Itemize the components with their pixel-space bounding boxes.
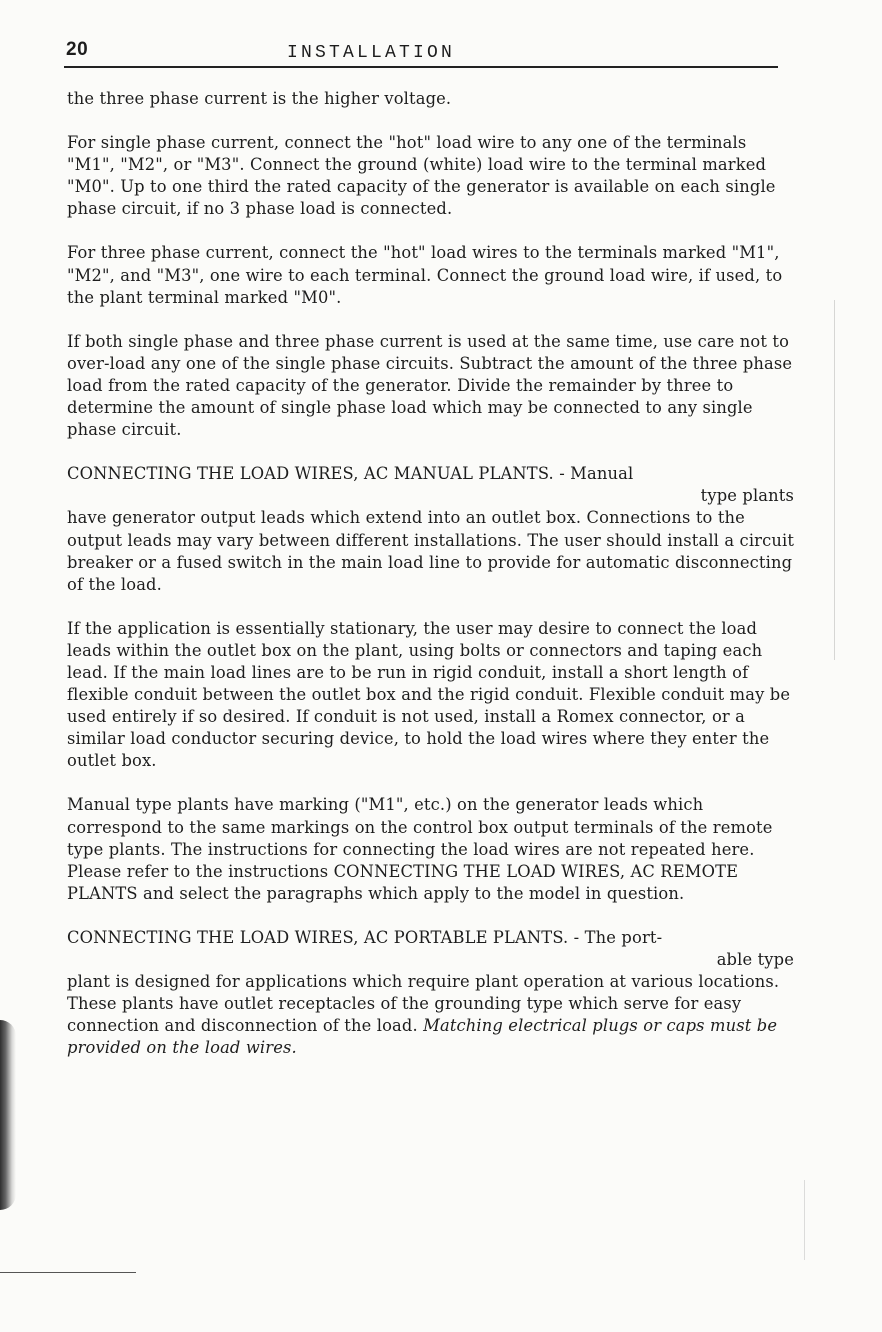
heading-continuation-portable: able type bbox=[716, 950, 794, 969]
page-number: 20 bbox=[66, 39, 89, 60]
paragraph-stationary-application: If the application is essentially stationary, the user may desire to connect the load leads within the outlet box on the plant, using bolts or connectors and taping each lead. If the main load lines are to be run in rigid conduit, install a short length of flexible conduit between the outlet box and the rigid conduit. Flexible conduit may be used entirely if so desired. If conduit is not used, install a Romex connector, or a similar load conductor securing device, to hold the load wires where they enter the outlet box. bbox=[67, 618, 791, 771]
paragraph-portable-body: plant is designed for applications which require plant operation at various locations. These plants have outlet receptacles of the grounding type which serve for easy connection and disconnection of the load. bbox=[67, 972, 780, 1036]
paragraph-portable-plants bbox=[67, 927, 797, 1060]
section-heading-portable-plants: CONNECTING THE LOAD WIRES, AC PORTABLE PLANTS. - The port- bbox=[67, 927, 663, 947]
paragraph-manual-plants bbox=[67, 463, 797, 596]
paragraph-single-phase: For single phase current, connect the "hot" load wire to any one of the terminals "M1", "M2", or "M3". Connect the ground (white) load wire to the terminal marked "M0". Up to one third the rated capacity of the generator is available on each single phase circuit, if no 3 phase load is connected. bbox=[67, 133, 776, 219]
header-title: INSTALLATION bbox=[287, 43, 456, 63]
page-header bbox=[64, 36, 778, 68]
binding-shadow bbox=[0, 1020, 16, 1210]
heading-continuation-manual: type plants bbox=[700, 486, 794, 506]
paragraph-manual-markings: Manual type plants have marking ("M1", etc.) on the generator leads which correspond to the same markings on the control box output terminals of the remote type plants. The instructions for connecting the load wires are not repeated here. Please refer to the instructions CONNECTING THE LOAD WIRES, AC REMOTE PLANTS and select the paragraphs which apply to the model in question. bbox=[67, 795, 773, 903]
scan-line bbox=[0, 1272, 136, 1273]
paragraph-manual-body: have generator output leads which extend into an outlet box. Connections to the output leads may vary between different installations. The user should install a circuit breaker or a fused switch in the main load line to provide for automatic disconnecting of the load. bbox=[67, 508, 795, 594]
paragraph-voltage-note: the three phase current is the higher voltage. bbox=[67, 89, 452, 108]
body-text bbox=[67, 88, 797, 1081]
paragraph-three-phase: For three phase current, connect the "hot" load wires to the terminals marked "M1", "M2", and "M3", one wire to each terminal. Connect the ground load wire, if used, to the plant terminal marked "M0". bbox=[67, 243, 783, 307]
paragraph-portable-italic-note: Matching electrical plugs or caps must be provided on the load wires. bbox=[67, 1016, 778, 1058]
paragraph-mixed-load: If both single phase and three phase current is used at the same time, use care not to over-load any one of the single phase circuits. Subtract the amount of the three phase load from the rated capacity of the generator. Divide the remainder by three to determine the amount of single phase load which may be connected to any single phase circuit. bbox=[67, 331, 793, 440]
right-edge-mark bbox=[834, 300, 835, 660]
right-edge-mark-lower bbox=[804, 1180, 805, 1260]
section-heading-manual-plants: CONNECTING THE LOAD WIRES, AC MANUAL PLANTS. - Manual bbox=[67, 464, 634, 484]
